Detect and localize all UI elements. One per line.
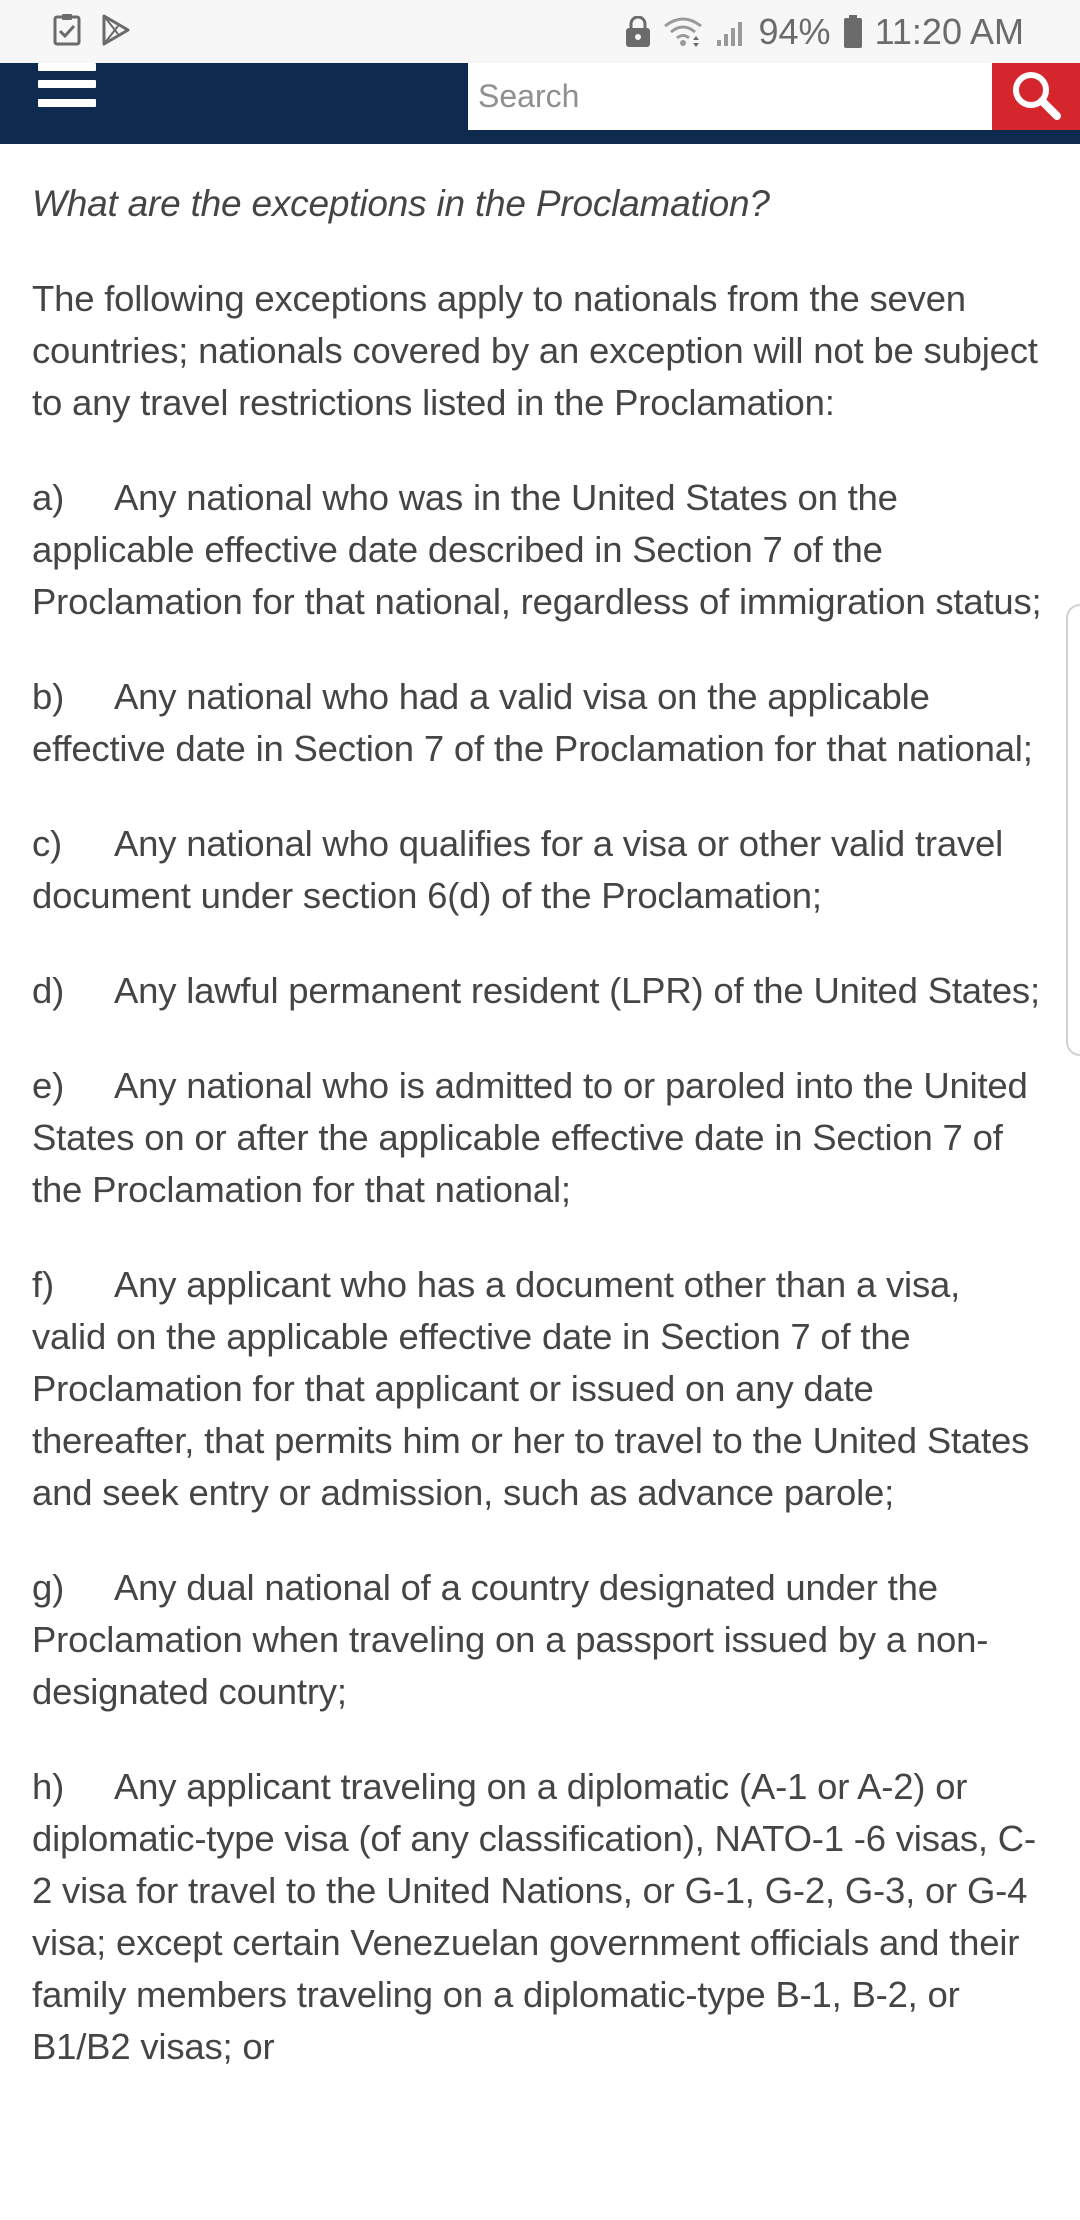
- item-letter: e): [32, 1065, 65, 1106]
- item-letter: d): [32, 970, 65, 1011]
- wifi-icon: [663, 16, 703, 48]
- item-text: Any lawful permanent resident (LPR) of the United States;: [114, 970, 1040, 1011]
- status-bar: [0, 0, 1080, 63]
- intro-paragraph: The following exceptions apply to nationals from the seven countries; nationals covered by an exception will not be subject to any travel restrictions listed in the Proclamation:: [32, 278, 1038, 423]
- article-content: [32, 178, 1042, 2116]
- hamburger-menu-icon[interactable]: [38, 63, 96, 109]
- item-text: Any dual national of a country designated under the Proclamation when traveling on a passport issued by a non-designated country;: [32, 1567, 989, 1712]
- item-letter: b): [32, 676, 65, 717]
- item-letter: c): [32, 823, 63, 864]
- exception-item-b: [32, 671, 1042, 775]
- exception-item-d: [32, 965, 1042, 1017]
- battery-percent: 94%: [758, 11, 831, 52]
- lock-icon: [625, 16, 651, 48]
- exception-item-e: [32, 1060, 1042, 1216]
- exception-item-c: [32, 818, 1042, 922]
- signal-icon: [715, 16, 747, 48]
- faq-question: What are the exceptions in the Proclamation?: [32, 183, 770, 224]
- item-text: Any applicant traveling on a diplomatic (A-1 or A-2) or diplomatic-type visa (of any classification), NATO-1 -6 visas, C-2 visa for travel to the United Nations, or G-1, G-2, G-3, or G-4 visa; except certain Venezuelan government officials and their family members traveling on a diplomatic-type B-1, B-2, or B1/B2 visas; or: [32, 1766, 1036, 2067]
- site-header: [0, 63, 1080, 144]
- item-text: Any national who had a valid visa on the applicable effective date in Section 7 of the Proclamation for that national;: [32, 676, 1033, 769]
- item-text: Any applicant who has a document other than a visa, valid on the applicable effective date in Section 7 of the Proclamation for that applicant or issued on any date thereafter, that permits him or her to travel to the United States and seek entry or admission, such as advance parole;: [32, 1264, 1030, 1513]
- search-icon: [1009, 68, 1063, 125]
- clock-time: 11:20 AM: [874, 11, 1024, 52]
- search-input[interactable]: [468, 63, 992, 130]
- item-letter: f): [32, 1264, 54, 1305]
- play-store-icon: [100, 14, 130, 51]
- item-text: Any national who is admitted to or paroled into the United States on or after the applicable effective date in Section 7 of the Proclamation for that national;: [32, 1065, 1028, 1210]
- edge-panel-handle[interactable]: [1066, 604, 1080, 1056]
- item-letter: a): [32, 477, 65, 518]
- exception-item-a: [32, 472, 1042, 628]
- exception-item-f: [32, 1259, 1042, 1519]
- system-status: [625, 8, 1025, 56]
- notification-icons: [52, 14, 130, 51]
- search-button[interactable]: [992, 63, 1080, 130]
- task-check-icon: [52, 14, 82, 51]
- exception-item-g: [32, 1562, 1042, 1718]
- item-letter: h): [32, 1766, 65, 1807]
- item-letter: g): [32, 1567, 65, 1608]
- battery-icon: [843, 15, 863, 49]
- item-text: Any national who was in the United States on the applicable effective date described in Section 7 of the Proclamation for that national, regardless of immigration status;: [32, 477, 1042, 622]
- item-text: Any national who qualifies for a visa or other valid travel document under section 6(d) of the Proclamation;: [32, 823, 1004, 916]
- exception-item-h: [32, 1761, 1042, 2073]
